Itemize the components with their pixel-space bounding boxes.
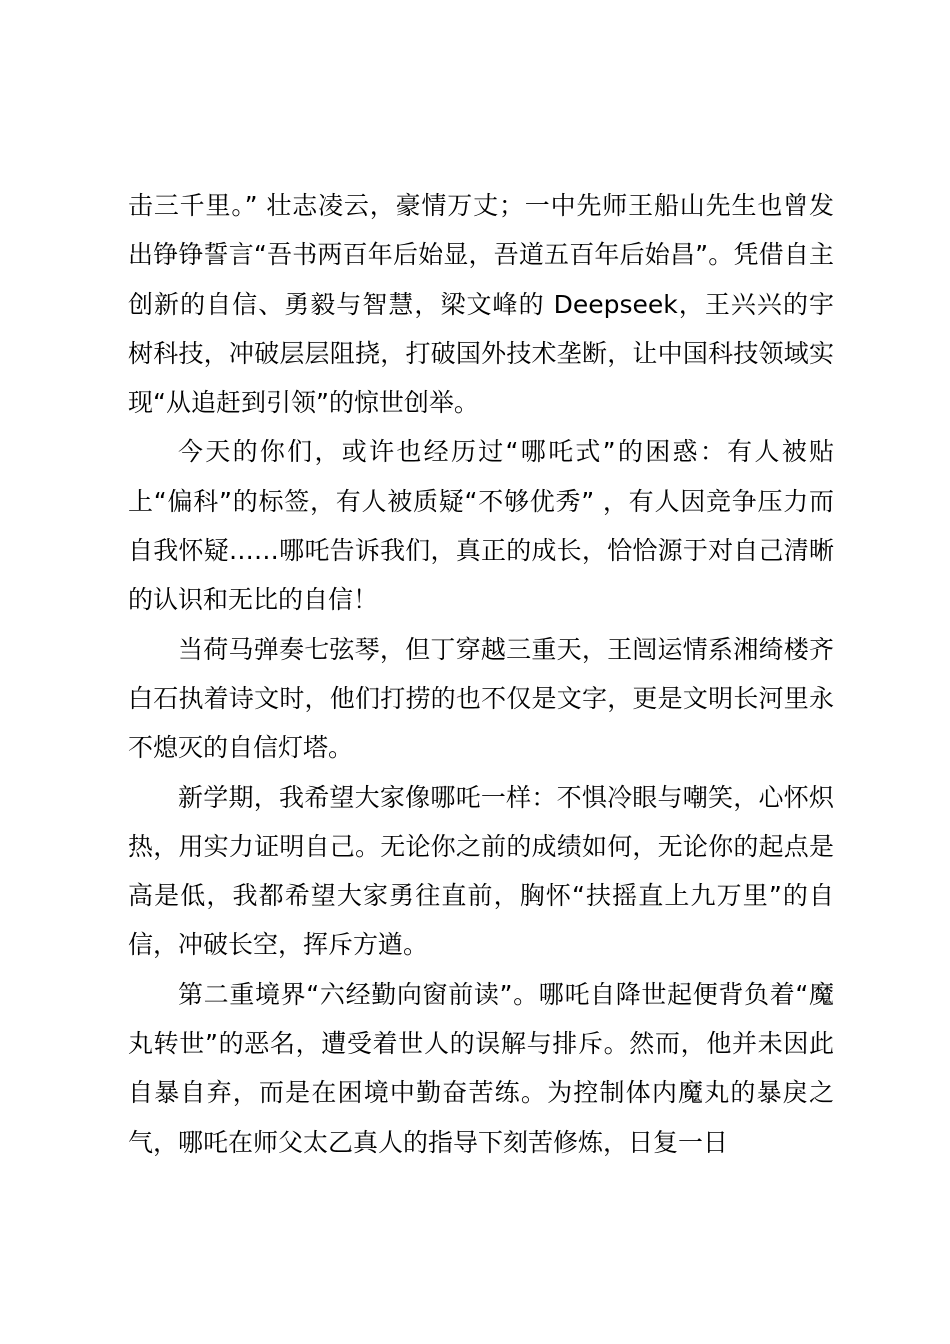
paragraph-3: 当荷马弹奏七弦琴，但丁穿越三重天，王闿运情系湘绮楼齐白石执着诗文时，他们打捞的也不仅是文字，更是文明长河里永不熄灭的自信灯塔。 — [128, 634, 834, 763]
paragraph-2: 今天的你们，或许也经历过“哪吒式”的困惑：有人被贴上“偏科”的标签，有人被质疑“不够优秀” ，有人因竞争压力而自我怀疑……哪吒告诉我们，真正的成长，恰恰源于对自己清晰的认识和无比的自信！ — [128, 437, 834, 615]
paragraph-4: 新学期，我希望大家像哪吒一样：不惧冷眼与嘲笑，心怀炽热，用实力证明自己。无论你之前的成绩如何，无论你的起点是高是低，我都希望大家勇往直前，胸怀“扶摇直上九万里”的自信，冲破长空，挥斥方遒。 — [128, 782, 834, 960]
paragraph-5: 第二重境界“六经勤向窗前读”。哪吒自降世起便背负着“魔丸转世”的恶名，遭受着世人的误解与排斥。然而，他并未因此自暴自弃，而是在困境中勤奋苦练。为控制体内魔丸的暴戾之气，哪吒在师父太乙真人的指导下刻苦修炼，日复一日 — [128, 979, 834, 1157]
paragraph-1: 击三千里。” 壮志凌云，豪情万丈；一中先师王船山先生也曾发出铮铮誓言“吾书两百年后始显，吾道五百年后始昌”。凭借自主创新的自信、勇毅与智慧，梁文峰的 Deepseek，王兴兴的宇树科技，冲破层层阻挠，打破国外技术垄断，让中国科技领域实现“从追赶到引领”的惊世创举。 — [128, 191, 834, 418]
body-text — [128, 181, 834, 1167]
